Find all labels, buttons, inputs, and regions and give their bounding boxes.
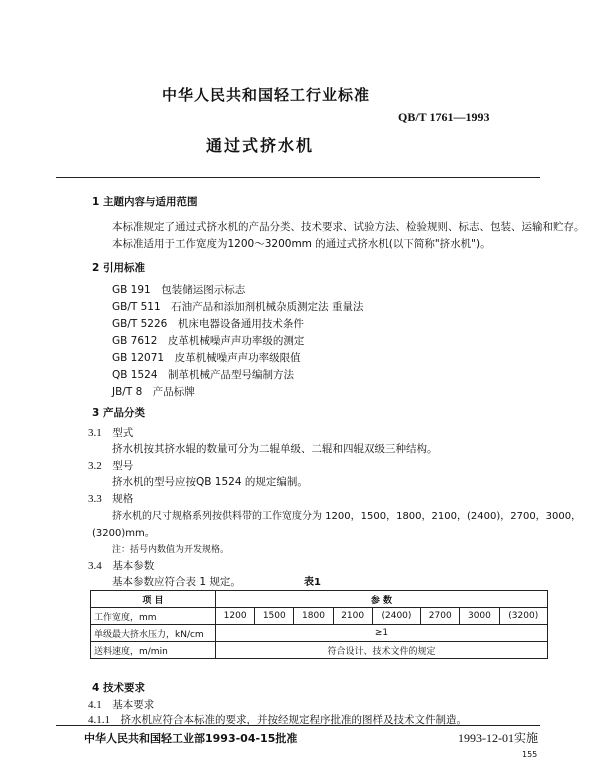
table-header-row	[91, 591, 548, 608]
width-cell: 2700	[421, 608, 460, 625]
width-cell: (2400)	[372, 608, 420, 625]
page-number: 155	[522, 750, 538, 759]
reference-item: GB 12071 皮革机械噪声声功率级限值	[112, 352, 301, 364]
reference-item: QB 1524 制革机械产品型号编制方法	[112, 369, 295, 381]
width-cell: 2100	[333, 608, 372, 625]
subsection-4-1-1: 4.1.1 挤水机应符合本标准的要求，并按经规定程序批准的图样及技术文件制造。	[88, 714, 467, 726]
row-value: 符合设计、技术文件的规定	[216, 642, 548, 659]
header-rule	[56, 177, 540, 178]
section-1-heading: 1 主题内容与适用范围	[92, 196, 198, 208]
subsection-3-3: 3.3 规格	[88, 493, 134, 505]
row-value: ≥1	[216, 625, 548, 642]
footer-rule	[56, 725, 540, 726]
standard-code: QB/T 1761—1993	[398, 110, 490, 124]
row-label: 送料速度，m/min	[91, 642, 216, 659]
subsection-3-3-note: 注：括号内数值为开发规格。	[112, 545, 230, 555]
subsection-3-2-text: 挤水机的型号应按QB 1524 的规定编制。	[112, 476, 308, 488]
row-label: 单级最大挤水压力，kN/cm	[91, 625, 216, 642]
subsection-3-3-text-cont: (3200)mm。	[92, 528, 155, 539]
document-title: 通过式挤水机	[206, 136, 315, 155]
table-row	[91, 608, 548, 625]
header-item: 项 目	[91, 591, 216, 608]
approval-line: 中华人民共和国轻工业部1993-04-15批准	[84, 732, 298, 745]
reference-item: GB 7612 皮革机械噪声声功率级的测定	[112, 335, 305, 347]
issuing-organization: 中华人民共和国轻工行业标准	[162, 86, 371, 104]
header-param: 参 数	[216, 591, 548, 608]
subsection-3-4: 3.4 基本参数	[88, 560, 155, 572]
subsection-3-1-text: 挤水机按其挤水辊的数量可分为二辊单级、二辊和四辊双级三种结构。	[112, 443, 438, 455]
subsection-3-4-text: 基本参数应符合表 1 规定。	[112, 576, 241, 588]
width-cell: 1500	[255, 608, 294, 625]
width-cell: 3000	[460, 608, 499, 625]
reference-item: GB 191 包装储运图示标志	[112, 284, 246, 296]
parameter-table	[90, 590, 548, 659]
implementation-date: 1993-12-01实施	[458, 731, 538, 745]
reference-item: GB/T 5226 机床电器设备通用技术条件	[112, 318, 304, 330]
subsection-3-2: 3.2 型号	[88, 460, 134, 472]
section-1-paragraph-1: 本标准规定了通过式挤水机的产品分类、技术要求、试验方法、检验规则、标志、包装、运输和贮存。	[112, 221, 585, 233]
width-cell: 1800	[294, 608, 333, 625]
subsection-3-3-text: 挤水机的尺寸规格系列按供料带的工作宽度分为 1200，1500，1800，2100，(2400)，2700，3000，	[112, 511, 582, 522]
reference-item: JB/T 8 产品标牌	[112, 386, 195, 398]
section-3-heading: 3 产品分类	[92, 407, 145, 419]
width-cell: (3200)	[499, 608, 547, 625]
subsection-4-1: 4.1 基本要求	[88, 699, 155, 711]
section-2-heading: 2 引用标准	[92, 262, 145, 274]
section-4-heading: 4 技术要求	[92, 682, 145, 694]
table-row	[91, 642, 548, 659]
row-label: 工作宽度，mm	[91, 608, 216, 625]
section-1-paragraph-2: 本标准适用于工作宽度为1200～3200mm 的通过式挤水机(以下简称"挤水机")。	[112, 238, 491, 250]
width-cell: 1200	[216, 608, 255, 625]
subsection-3-1: 3.1 型式	[88, 427, 134, 439]
table-caption: 表1	[304, 577, 321, 588]
table-row	[91, 625, 548, 642]
reference-item: GB/T 511 石油产品和添加剂机械杂质测定法 重量法	[112, 301, 364, 313]
